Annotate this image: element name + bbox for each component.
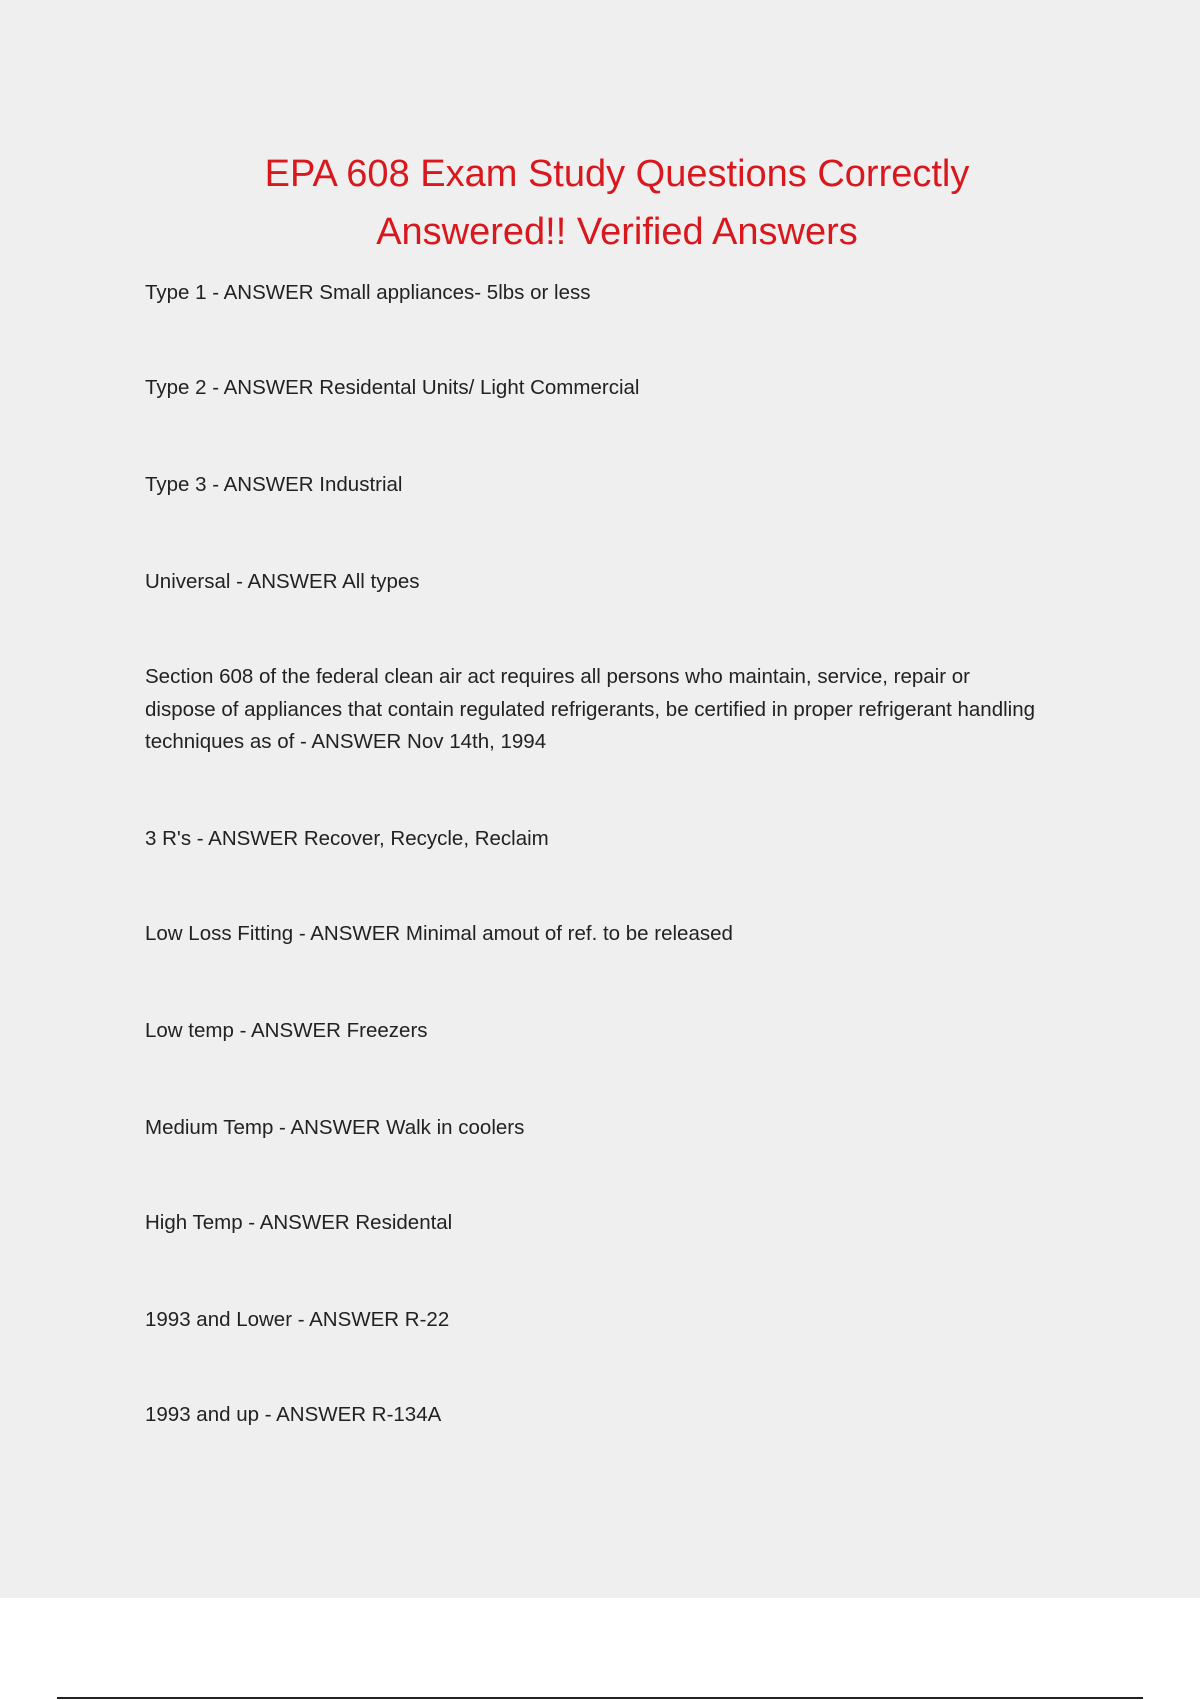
qa-entry: 1993 and up - ANSWER R-134A: [145, 1403, 442, 1426]
qa-entry: Type 2 - ANSWER Residental Units/ Light Commercial: [145, 376, 640, 399]
title-line-2: Answered!! Verified Answers: [376, 211, 858, 253]
qa-entry: 3 R's - ANSWER Recover, Recycle, Reclaim: [145, 827, 549, 850]
qa-entry: Section 608 of the federal clean air act requires all persons who maintain, service, repair or dispose of appliances that contain regulated refrigerants, be certified in proper refrigerant handling techniques as of - ANSWER Nov 14th, 1994: [145, 665, 1036, 753]
qa-entry: High Temp - ANSWER Residental: [145, 1211, 453, 1234]
footer-divider: [57, 1697, 1143, 1699]
qa-entry: Universal - ANSWER All types: [145, 570, 420, 593]
qa-entry: Type 3 - ANSWER Industrial: [145, 473, 403, 496]
title-line-1: EPA 608 Exam Study Questions Correctly: [264, 153, 970, 195]
qa-entry: Low Loss Fitting - ANSWER Minimal amout of ref. to be released: [145, 922, 733, 945]
qa-entry: 1993 and Lower - ANSWER R-22: [145, 1308, 450, 1331]
qa-entry: Type 1 - ANSWER Small appliances- 5lbs or less: [145, 281, 591, 304]
qa-entry: Medium Temp - ANSWER Walk in coolers: [145, 1116, 525, 1139]
qa-entry: Low temp - ANSWER Freezers: [145, 1019, 428, 1042]
document-title: [0, 145, 1200, 261]
